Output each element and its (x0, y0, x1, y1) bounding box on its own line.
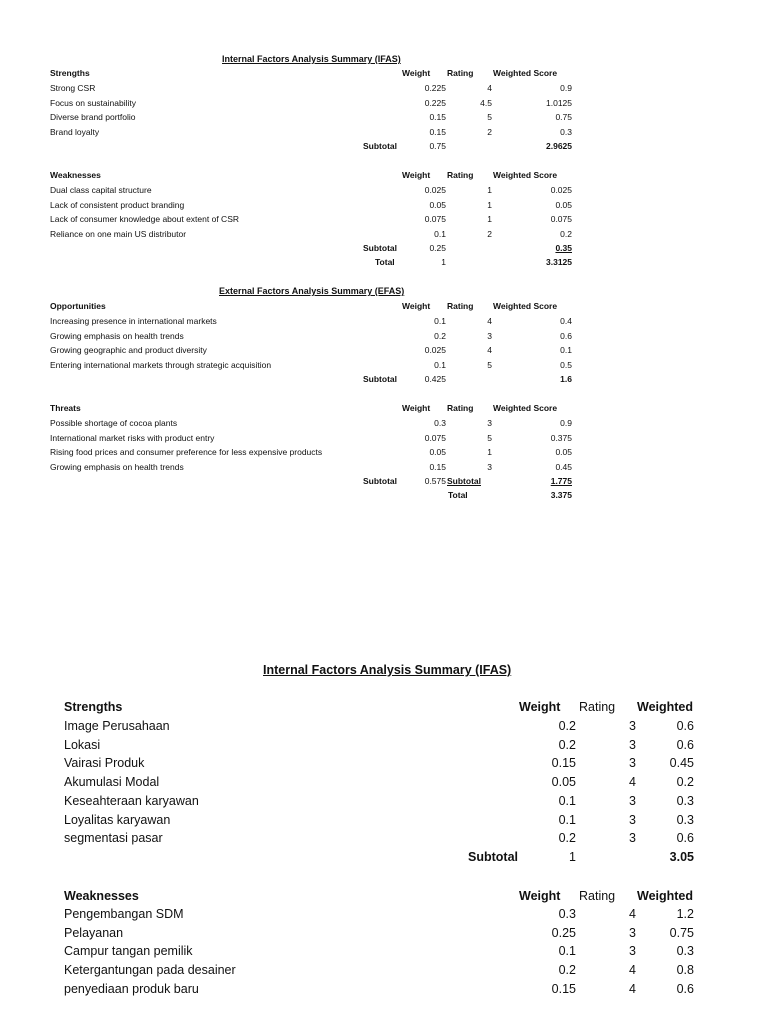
col-rating: Rating (447, 68, 474, 78)
subtotal-weight: 0.575 (424, 476, 446, 486)
row-score: 0.025 (550, 185, 572, 195)
row-weight: 0.225 (424, 83, 446, 93)
subtotal-score: 2.9625 (546, 141, 572, 151)
subtotal-score: 3.05 (669, 850, 694, 864)
row-rating: 3 (487, 461, 492, 472)
row-score: 0.6 (676, 831, 694, 846)
section-heading: Weaknesses (64, 889, 139, 903)
col-score: Weighted Score (493, 170, 558, 180)
row-weight: 0.25 (551, 925, 576, 940)
row-weight: 0.15 (551, 756, 576, 771)
subtotal-weight: 1 (569, 850, 576, 864)
col-score: Weighted Score (493, 68, 558, 78)
row-label: Dual class capital structure (50, 185, 152, 195)
row-rating: 1 (487, 185, 492, 195)
row-rating: 3 (487, 418, 492, 428)
row-score: 0.75 (669, 925, 694, 940)
section-heading: Weaknesses (50, 170, 101, 180)
row-weight: 0.1 (558, 793, 576, 808)
row-weight: 0.225 (424, 97, 446, 108)
row-label: Vairasi Produk (64, 756, 145, 771)
row-score: 0.6 (676, 737, 694, 752)
bottom-ifas-title: Internal Factors Analysis Summary (IFAS) (263, 663, 512, 677)
row-weight: 0.3 (558, 907, 576, 921)
row-weight: 0.15 (429, 461, 446, 472)
row-score: 0.6 (676, 981, 694, 996)
row-label: Akumulasi Modal (64, 775, 160, 790)
row-rating: 3 (629, 719, 636, 733)
row-rating: 3 (629, 737, 636, 752)
col-score: Weighted (637, 889, 694, 903)
subtotal-weight: 0.25 (429, 243, 446, 253)
row-score: 0.45 (669, 756, 694, 771)
row-score: 0.6 (560, 330, 572, 341)
row-rating: 4 (629, 963, 636, 978)
row-rating: 3 (629, 944, 636, 959)
row-weight: 0.05 (429, 199, 446, 210)
row-score: 1.2 (676, 907, 694, 921)
section-heading: Threats (50, 403, 81, 413)
row-rating: 4.5 (480, 97, 492, 108)
row-label: Increasing presence in international markets (50, 316, 217, 326)
row-rating: 1 (487, 199, 492, 210)
col-rating: Rating (579, 889, 616, 903)
row-label: Growing emphasis on health trends (50, 461, 184, 472)
subtotal-label-2: Subtotal (447, 476, 481, 486)
row-score: 0.05 (555, 199, 572, 210)
row-score: 1.0125 (546, 97, 572, 108)
row-label: Possible shortage of cocoa plants (50, 418, 178, 428)
row-score: 0.2 (560, 228, 572, 239)
subtotal-label: Subtotal (363, 476, 397, 486)
row-score: 0.75 (555, 112, 572, 122)
total-label: Total (375, 257, 395, 267)
row-weight: 0.2 (558, 963, 576, 978)
col-score: Weighted Score (493, 301, 558, 311)
row-rating: 2 (487, 228, 492, 239)
row-rating: 5 (487, 112, 492, 122)
subtotal-weight: 0.75 (429, 141, 446, 151)
col-score: Weighted Score (493, 403, 558, 413)
row-label: Loyalitas karyawan (64, 812, 171, 827)
row-label: Lokasi (64, 737, 101, 752)
row-weight: 0.15 (429, 112, 446, 122)
col-weight: Weight (402, 301, 431, 311)
row-label: International market risks with product entry (50, 432, 215, 443)
total-label: Total (448, 490, 468, 500)
section-heading: Opportunities (50, 301, 106, 311)
row-label: Rising food prices and consumer preference for less expensive products (50, 447, 323, 457)
row-weight: 0.3 (434, 418, 446, 428)
row-score: 0.05 (555, 447, 572, 457)
row-label: penyediaan produk baru (64, 981, 199, 996)
subtotal-label: Subtotal (468, 850, 518, 864)
row-score: 0.9 (560, 83, 572, 93)
row-label: Image Perusahaan (64, 719, 170, 733)
row-rating: 2 (487, 126, 492, 137)
row-score: 0.6 (676, 719, 694, 733)
row-score: 0.375 (550, 432, 572, 443)
col-weight: Weight (402, 68, 431, 78)
row-rating: 4 (629, 907, 636, 921)
col-weight: Weight (519, 889, 561, 903)
row-weight: 0.075 (424, 214, 446, 224)
row-label: Keseahteraan karyawan (64, 793, 199, 808)
col-rating: Rating (447, 301, 474, 311)
col-weight: Weight (402, 403, 431, 413)
col-score: Weighted (637, 700, 694, 714)
row-label: segmentasi pasar (64, 831, 163, 846)
row-score: 0.075 (550, 214, 572, 224)
col-weight: Weight (402, 170, 431, 180)
row-label: Growing geographic and product diversity (50, 345, 207, 355)
row-weight: 0.1 (434, 316, 446, 326)
subtotal-label: Subtotal (363, 374, 397, 384)
row-label: Reliance on one main US distributor (50, 228, 187, 239)
row-label: Entering international markets through strategic acquisition (50, 359, 272, 370)
row-rating: 4 (629, 775, 636, 790)
row-weight: 0.15 (429, 126, 446, 137)
total-weight: 1 (441, 257, 446, 267)
subtotal-weight: 0.425 (424, 374, 446, 384)
total-score: 3.375 (550, 490, 572, 500)
row-weight: 0.15 (551, 981, 576, 996)
row-weight: 0.2 (558, 831, 576, 846)
subtotal-score: 1.6 (560, 374, 572, 384)
row-rating: 5 (487, 432, 492, 443)
row-score: 0.5 (560, 359, 572, 370)
row-score: 0.3 (676, 944, 694, 959)
row-label: Lack of consistent product branding (50, 199, 185, 210)
row-score: 0.1 (560, 345, 572, 355)
row-weight: 0.1 (558, 812, 576, 827)
row-rating: 5 (487, 359, 492, 370)
col-weight: Weight (519, 700, 561, 714)
row-rating: 4 (487, 83, 492, 93)
row-rating: 3 (629, 812, 636, 827)
row-weight: 0.1 (434, 228, 446, 239)
row-weight: 0.075 (424, 432, 446, 443)
row-rating: 3 (487, 330, 492, 341)
row-label: Growing emphasis on health trends (50, 330, 184, 341)
col-rating: Rating (447, 170, 474, 180)
row-weight: 0.025 (424, 345, 446, 355)
row-label: Campur tangan pemilik (64, 944, 193, 959)
row-label: Pelayanan (64, 925, 124, 940)
row-weight: 0.05 (429, 447, 446, 457)
row-rating: 3 (629, 793, 636, 808)
row-score: 0.3 (560, 126, 572, 137)
row-label: Strong CSR (50, 83, 96, 93)
section-heading: Strengths (50, 68, 90, 78)
row-score: 0.3 (676, 812, 694, 827)
efas-title: External Factors Analysis Summary (EFAS) (219, 286, 405, 296)
row-label: Pengembangan SDM (64, 907, 184, 921)
col-rating: Rating (579, 700, 616, 714)
row-label: Lack of consumer knowledge about extent of CSR (50, 214, 239, 224)
row-rating: 3 (629, 925, 636, 940)
subtotal-label: Subtotal (363, 243, 397, 253)
row-score: 0.2 (676, 775, 694, 790)
row-label: Focus on sustainability (50, 97, 136, 108)
row-score: 0.45 (555, 461, 572, 472)
row-rating: 3 (629, 831, 636, 846)
row-score: 0.3 (676, 793, 694, 808)
subtotal-score: 0.35 (555, 243, 572, 253)
row-weight: 0.2 (558, 719, 576, 733)
row-score: 0.8 (676, 963, 694, 978)
row-weight: 0.2 (434, 330, 446, 341)
row-rating: 4 (487, 345, 492, 355)
subtotal-label: Subtotal (363, 141, 397, 151)
row-label: Diverse brand portfolio (50, 112, 136, 122)
row-rating: 4 (487, 316, 492, 326)
row-rating: 1 (487, 447, 492, 457)
row-score: 0.4 (560, 316, 572, 326)
row-weight: 0.1 (558, 944, 576, 959)
row-label: Brand loyalty (50, 126, 100, 137)
col-rating: Rating (447, 403, 474, 413)
ifas-title: Internal Factors Analysis Summary (IFAS) (222, 54, 401, 64)
row-rating: 4 (629, 981, 636, 996)
row-weight: 0.025 (424, 185, 446, 195)
row-weight: 0.2 (558, 737, 576, 752)
row-rating: 1 (487, 214, 492, 224)
section-heading: Strengths (64, 700, 123, 714)
row-label: Ketergantungan pada desainer (64, 963, 236, 978)
total-score: 3.3125 (546, 257, 572, 267)
subtotal-score: 1.775 (550, 476, 572, 486)
row-weight: 0.1 (434, 359, 446, 370)
row-score: 0.9 (560, 418, 572, 428)
row-weight: 0.05 (551, 775, 576, 790)
row-rating: 3 (629, 756, 636, 771)
